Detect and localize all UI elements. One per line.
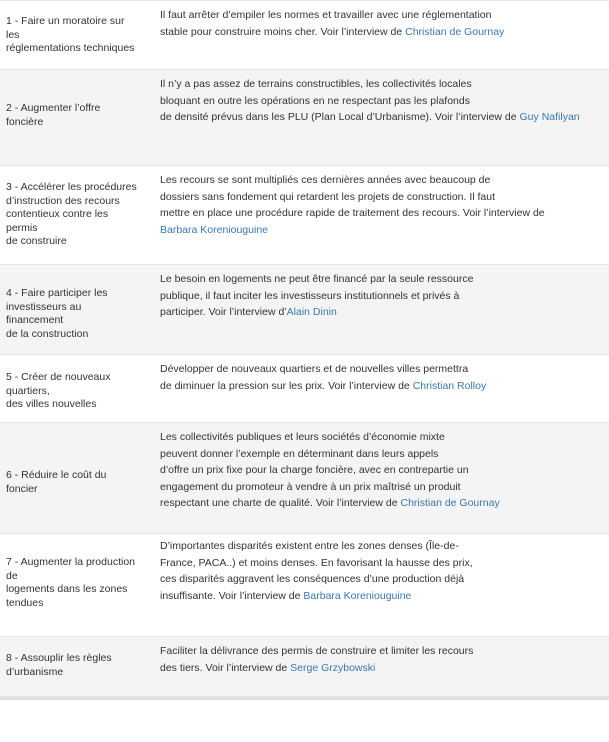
description-cell <box>144 1 609 69</box>
description-body: Développer de nouveaux quartiers et de nouvelles villes permettra de diminuer la pression sur les prix. Voir l’interview de <box>160 363 469 392</box>
description-text <box>160 76 605 126</box>
description-body: Les recours se sont multipliés ces dernières années avec beaucoup de dossiers sans fondement qui retardent les projets de construction. Il faut mettre en place une procédure rapide de traitement des recours. Voir l’interview de <box>160 174 545 219</box>
description-text <box>160 172 605 238</box>
table-row <box>0 423 609 534</box>
measure-label: 6 - Réduire le coût du foncier <box>6 469 107 495</box>
table-row <box>0 166 609 265</box>
interview-link[interactable]: Guy Nafilyan <box>519 111 580 123</box>
interview-link[interactable]: Christian de Gournay <box>405 25 505 38</box>
description-cell <box>144 355 609 422</box>
measure-label: 2 - Augmenter l’offre foncière <box>6 102 101 128</box>
description-cell <box>144 423 609 533</box>
measure-label: 8 - Assouplir les règles d’urbanisme <box>6 652 112 678</box>
table-row <box>0 1 609 70</box>
description-body: Faciliter la délivrance des permis de construire et limiter les recours des tiers. Voir l’interview de <box>160 645 474 674</box>
measure-cell <box>0 70 144 165</box>
measure-cell <box>0 1 144 69</box>
description-cell <box>144 265 609 354</box>
description-body: Les collectivités publiques et leurs sociétés d’économie mixte peuvent donner l’exemple en déterminant dans leurs appels d’offre un prix fixe pour la charge foncière, avec en contrepartie un engagement du promoteur à vendre à un prix maîtrisé un produit respectant une charte de qualité. Voir l’interview de <box>160 431 469 509</box>
description-text <box>160 429 605 512</box>
measure-cell <box>0 637 144 696</box>
table-row <box>0 265 609 355</box>
interview-link[interactable]: Christian Rolloy <box>412 379 487 392</box>
interview-link[interactable]: Alain Dinin <box>286 306 337 318</box>
table-row <box>0 637 609 697</box>
description-text <box>160 361 605 394</box>
measure-cell <box>0 265 144 354</box>
table-row <box>0 70 609 166</box>
description-body: Il n’y a pas assez de terrains constructibles, les collectivités locales bloquant en outre les opérations en ne respectant pas les plafonds de densité prévus dans les PLU (Plan Local d’Urbanisme). Voir l’interview de <box>160 78 517 123</box>
description-cell <box>144 166 609 264</box>
description-body: Le besoin en logements ne peut être financé par la seule ressource publique, il faut inciter les investisseurs institutionnels et privés à participer. Voir l’interview d’ <box>160 273 474 318</box>
description-text <box>160 643 605 676</box>
measure-cell <box>0 423 144 533</box>
interview-link[interactable]: Christian de Gournay <box>400 497 500 509</box>
measure-cell <box>0 534 144 636</box>
interview-link[interactable]: Serge Grzybowski <box>290 661 376 674</box>
description-cell <box>144 534 609 636</box>
interview-link[interactable]: Barbara Koreniouguine <box>303 589 412 602</box>
measure-label: 3 - Accélérer les procédures d’instruction des recours contentieux contre les permis de construire <box>6 181 137 247</box>
measure-label: 7 - Augmenter la production de logements dans les zones tendues <box>6 556 135 609</box>
description-text <box>160 271 605 321</box>
measure-cell <box>0 355 144 422</box>
bottom-divider <box>0 697 609 700</box>
measure-cell <box>0 166 144 264</box>
table-row <box>0 534 609 637</box>
description-cell <box>144 637 609 696</box>
interview-link[interactable]: Barbara Koreniouguine <box>160 223 268 236</box>
measure-label: 5 - Créer de nouveaux quartiers, des villes nouvelles <box>6 371 111 410</box>
measure-label: 1 - Faire un moratoire sur les réglementations techniques <box>6 15 135 54</box>
description-body: Il faut arrêter d’empiler les normes et travailler avec une réglementation stable pour construire moins cher. Voir l’interview de <box>160 9 492 38</box>
measure-label: 4 - Faire participer les investisseurs au financement de la construction <box>6 287 108 340</box>
table-row <box>0 355 609 423</box>
description-text <box>160 7 605 40</box>
description-cell <box>144 70 609 165</box>
description-body: D’importantes disparités existent entre les zones denses (Île-de- France, PACA..) et moins denses. En favorisant la hausse des prix, ces disparités aggravent les conséquences d’une production déjà insuffisante. Voir l’interview de <box>160 540 473 602</box>
description-text <box>160 538 605 604</box>
